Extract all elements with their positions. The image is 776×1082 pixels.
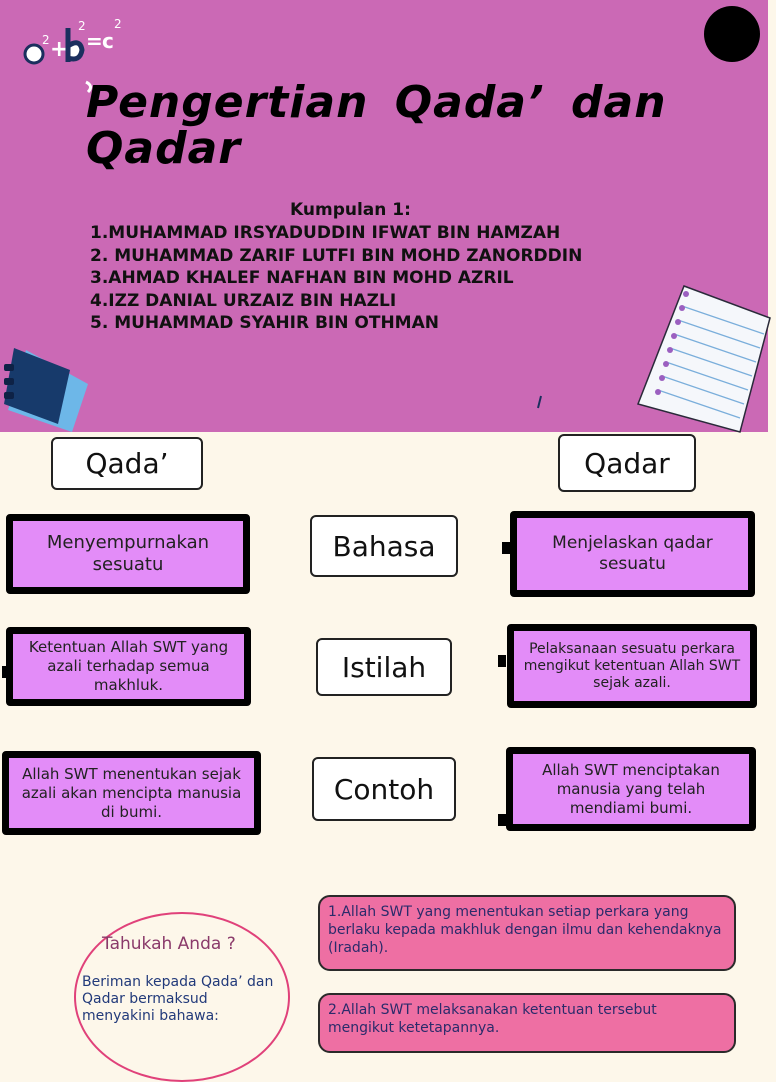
pythagoras-formula-icon [20,8,130,68]
qada-column-header [51,437,203,490]
member-item: 3.AHMAD KHALEF NAFHAN BIN MOHD AZRIL [90,268,514,288]
qadar-istilah-text: Pelaksanaan sesuatu perkara mengikut ketentuan Allah SWT sejak azali. [523,640,741,691]
row-label-contoh [312,757,456,821]
svg-text:2: 2 [114,17,122,31]
svg-text:+: + [50,37,69,62]
info-point-1 [318,895,736,971]
group-label: Kumpulan 1: [290,200,411,220]
notebook-paper-icon [636,282,776,432]
qada-contoh-text: Allah SWT menentukan sejak azali akan mencipta manusia di bumi. [21,764,242,821]
row-label-istilah [316,638,452,696]
svg-text:=: = [86,29,103,53]
member-item: 4.IZZ DANIAL URZAIZ BIN HAZLI [90,290,397,311]
row-label-text: Bahasa [332,529,436,563]
info-point-text: 1.Allah SWT yang menentukan setiap perkara yang berlaku kepada makhluk dengan ilmu dan kehendaknya (Iradah). [328,904,722,956]
page-title: Pengertian Qada’ dan Qadar [86,77,667,174]
member-item: 2. MUHAMMAD ZARIF LUTFI BIN MOHD ZANORDDIN [90,245,583,266]
row-label-text: Istilah [341,650,427,684]
qadar-bahasa-text: Menjelaskan qadar sesuatu [552,533,713,574]
header-banner [0,0,768,432]
member-list [90,222,650,335]
info-point-2 [318,993,736,1053]
svg-text:2: 2 [78,19,86,33]
member-item: 5. MUHAMMAD SYAHIR BIN OTHMAN [90,313,439,333]
qadar-istilah-box [507,624,757,708]
row-label-text: Contoh [333,772,435,806]
qadar-column-label: Qadar [584,446,670,480]
connector-nub [498,814,506,826]
qada-istilah-text: Ketentuan Allah SWT yang azali terhadap semua makhluk. [28,638,229,694]
qada-istilah-box [6,627,251,706]
info-body: Beriman kepada Qada’ dan Qadar bermaksud menyakini bahawa: [82,974,274,1024]
qadar-contoh-text: Allah SWT menciptakan manusia yang telah mendiami bumi. [542,760,720,817]
info-point-text: 2.Allah SWT melaksanakan ketentuan tersebut mengikut ketetapannya. [328,1002,657,1036]
pen-mark-decoration [534,394,544,410]
qadar-contoh-box [506,747,756,831]
qada-contoh-box [2,751,261,835]
member-item: 1.MUHAMMAD IRSYADUDDIN IFWAT BIN HAMZAH [90,223,561,243]
book-icon [0,340,100,432]
svg-text:c: c [102,29,114,53]
row-label-bahasa [310,515,458,577]
qada-column-label: Qada’ [85,447,169,480]
qada-bahasa-text: Menyempurnakan sesuatu [46,532,210,575]
connector-nub [502,542,510,554]
qadar-bahasa-box [510,511,755,597]
svg-text:2: 2 [42,33,50,47]
black-circle-decoration [704,6,760,62]
qadar-column-header [558,434,696,492]
qada-bahasa-box [6,514,250,594]
connector-nub [498,655,506,667]
info-heading: Tahukah Anda ? [102,934,236,954]
